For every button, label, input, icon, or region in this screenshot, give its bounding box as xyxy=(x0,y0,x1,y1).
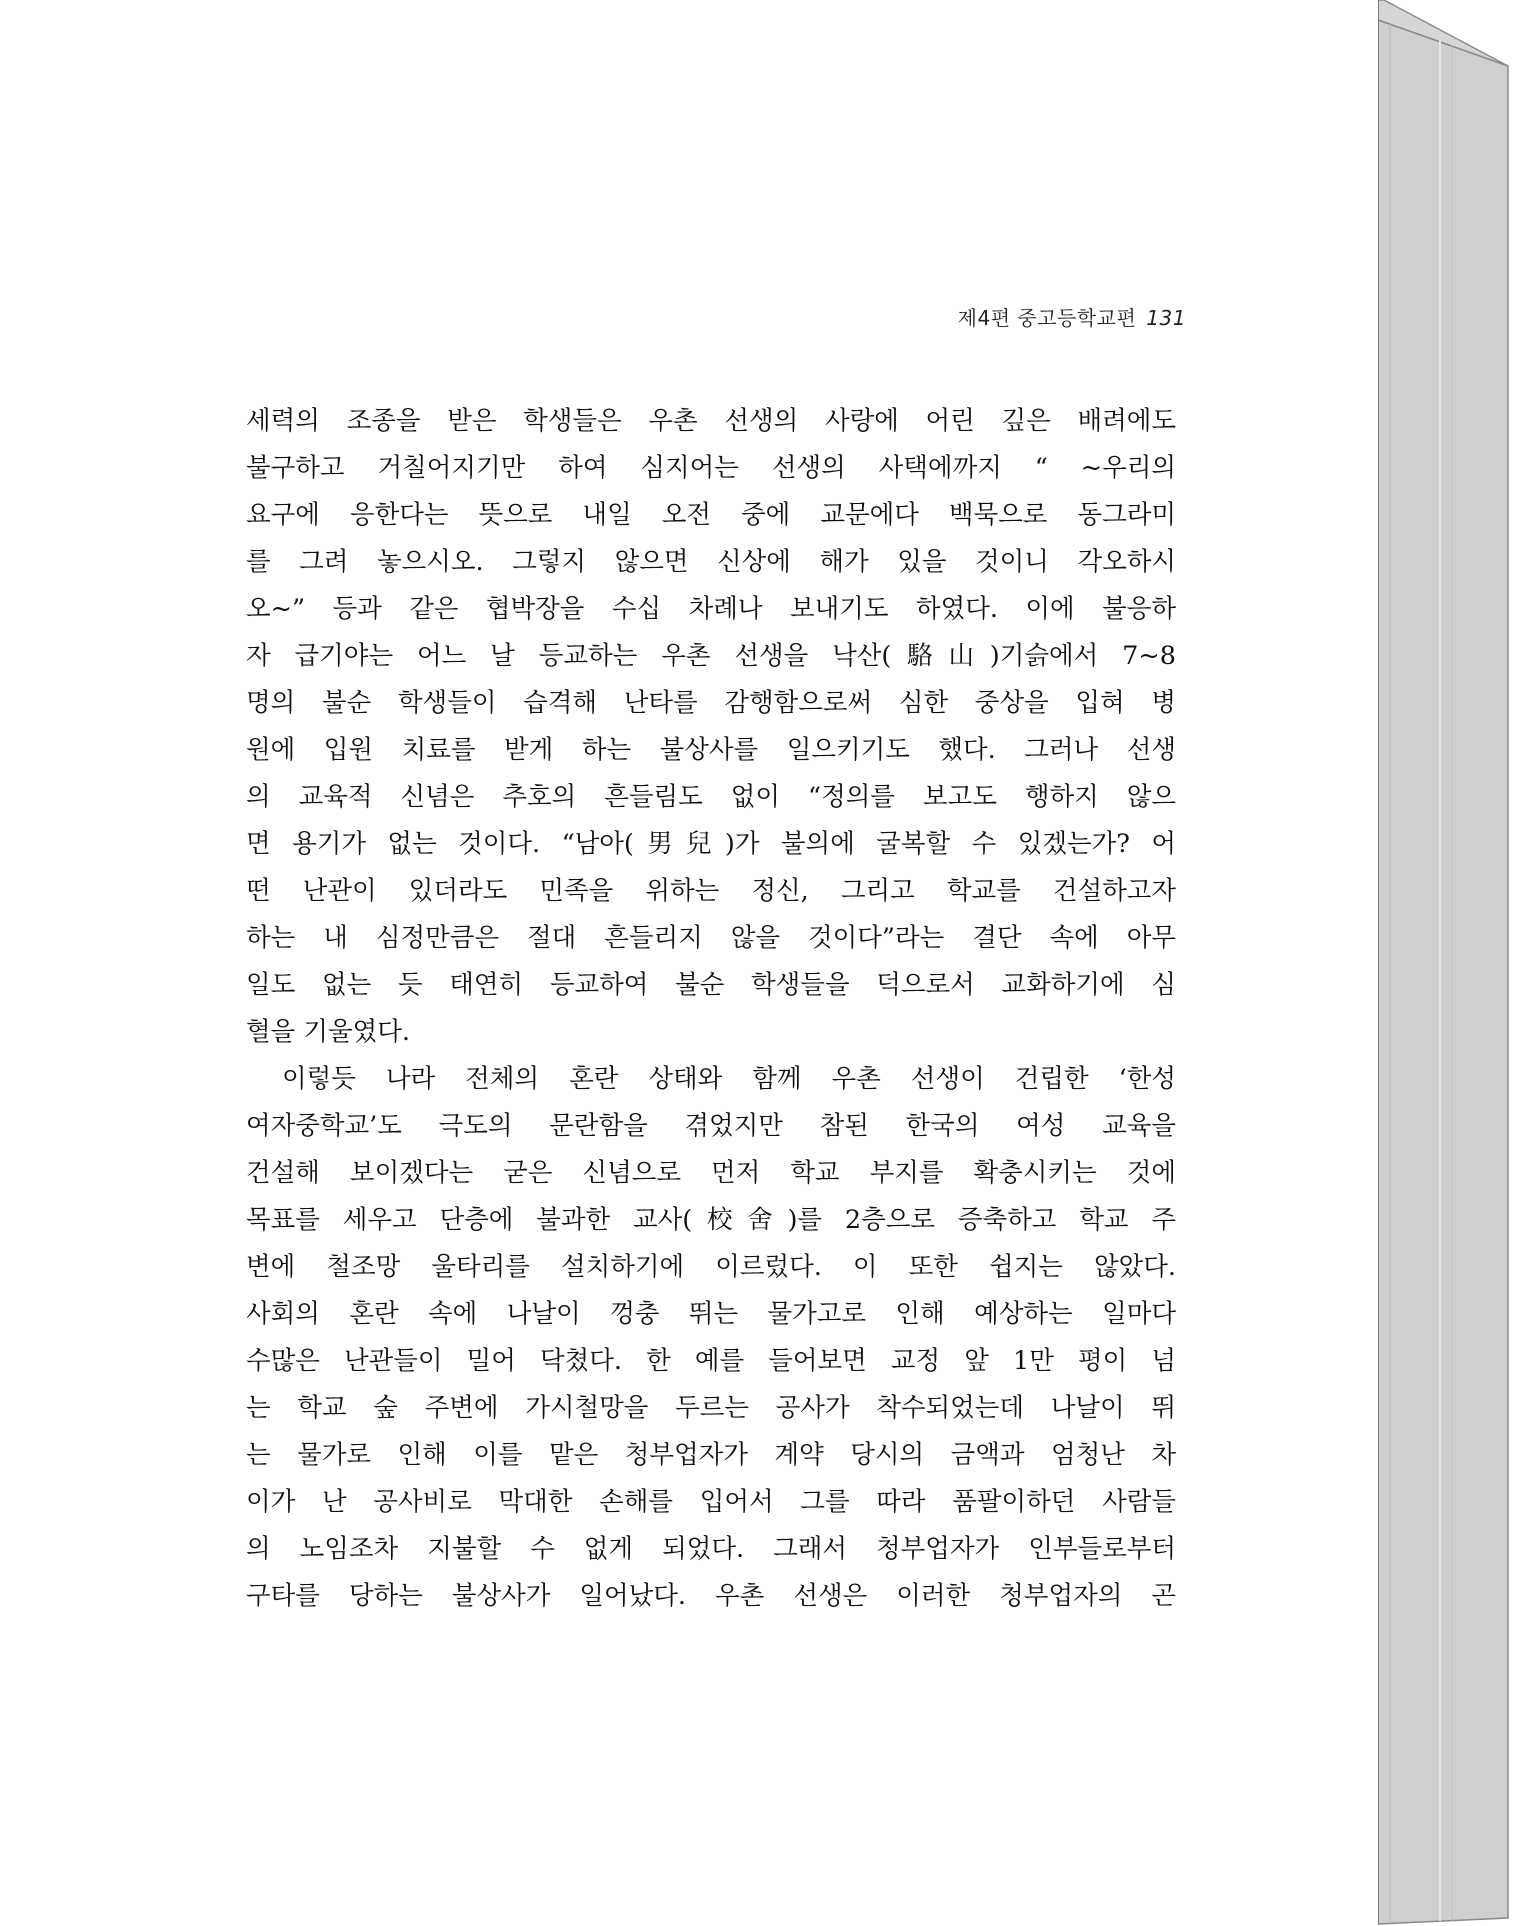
text-line: 요구에 응한다는 뜻으로 내일 오전 중에 교문에다 백묵으로 동그라미 xyxy=(246,500,1176,530)
page-number: 131 xyxy=(1146,306,1186,330)
running-title: 제4편 중고등학교편 xyxy=(957,306,1137,330)
text-line: 세력의 조종을 받은 학생들은 우촌 선생의 사랑에 어린 깊은 배려에도 xyxy=(246,406,1176,436)
text-line: 이가 난 공사비로 막대한 손해를 입어서 그를 따라 품팔이하던 사람들 xyxy=(246,1487,1176,1517)
text-line: 사회의 혼란 속에 나날이 껑충 뛰는 물가고로 인해 예상하는 일마다 xyxy=(246,1299,1176,1329)
text-line: 는 학교 숲 주변에 가시철망을 두르는 공사가 착수되었는데 나날이 뛰 xyxy=(246,1393,1176,1423)
text-line: 는 물가로 인해 이를 맡은 청부업자가 계약 당시의 금액과 엄청난 차 xyxy=(246,1440,1176,1470)
text-line: 혈을 기울였다. xyxy=(246,1017,411,1047)
text-line: 변에 철조망 울타리를 설치하기에 이르렀다. 이 또한 쉽지는 않았다. xyxy=(246,1252,1176,1282)
text-line: 명의 불순 학생들이 습격해 난타를 감행함으로써 심한 중상을 입혀 병 xyxy=(246,688,1176,718)
text-line: 하는 내 심정만큼은 절대 흔들리지 않을 것이다”라는 결단 속에 아무 xyxy=(246,923,1176,953)
text-line: 이렇듯 나라 전체의 혼란 상태와 함께 우촌 선생이 건립한 ‘한성 xyxy=(282,1064,1176,1094)
text-line: 떤 난관이 있더라도 민족을 위하는 정신, 그리고 학교를 건설하고자 xyxy=(246,876,1176,906)
text-line: 원에 입원 치료를 받게 하는 불상사를 일으키기도 했다. 그러나 선생 xyxy=(246,735,1176,765)
page-stack-side xyxy=(1378,20,1508,1924)
text-line: 일도 없는 듯 태연히 등교하여 불순 학생들을 덕으로서 교화하기에 심 xyxy=(246,970,1176,1000)
text-line: 건설해 보이겠다는 굳은 신념으로 먼저 학교 부지를 확충시키는 것에 xyxy=(246,1158,1176,1188)
text-line: 자 급기야는 어느 날 등교하는 우촌 선생을 낙산(駱山)기슭에서 7~8 xyxy=(246,641,1176,671)
text-line: 의 노임조차 지불할 수 없게 되었다. 그래서 청부업자가 인부들로부터 xyxy=(246,1534,1176,1564)
text-line: 수많은 난관들이 밀어 닥쳤다. 한 예를 들어보면 교정 앞 1만 평이 넘 xyxy=(246,1346,1176,1376)
text-line: 목표를 세우고 단층에 불과한 교사(校舍)를 2층으로 증축하고 학교 주 xyxy=(246,1205,1176,1235)
text-line: 면 용기가 없는 것이다. “남아(男兒)가 불의에 굴복할 수 있겠는가? 어 xyxy=(246,829,1176,859)
text-line: 구타를 당하는 불상사가 일어났다. 우촌 선생은 이러한 청부업자의 곤 xyxy=(246,1581,1176,1611)
body-text xyxy=(246,398,1176,1620)
text-line: 의 교육적 신념은 추호의 흔들림도 없이 “정의를 보고도 행하지 않으 xyxy=(246,782,1176,812)
running-header xyxy=(958,302,1186,331)
text-line: 오~” 등과 같은 협박장을 수십 차례나 보내기도 하였다. 이에 불응하 xyxy=(246,594,1176,624)
text-line: 여자중학교’도 극도의 문란함을 겪었지만 참된 한국의 여성 교육을 xyxy=(246,1111,1176,1141)
text-line: 불구하고 거칠어지기만 하여 심지어는 선생의 사택에까지 “ ~우리의 xyxy=(246,453,1176,483)
text-line: 를 그려 놓으시오. 그렇지 않으면 신상에 해가 있을 것이니 각오하시 xyxy=(246,547,1176,577)
